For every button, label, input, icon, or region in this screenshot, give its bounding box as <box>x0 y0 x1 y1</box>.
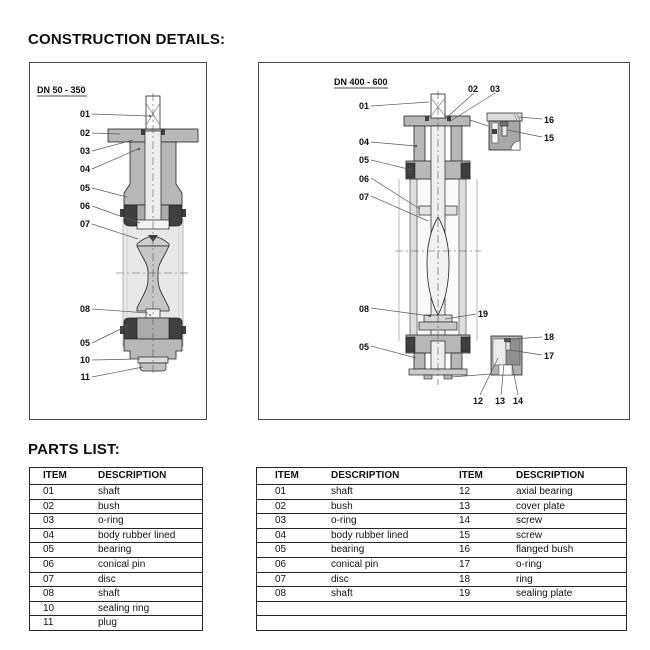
description-cell: cover plate <box>516 500 565 512</box>
description-cell: sealing plate <box>516 588 573 600</box>
description-cell: shaft <box>331 588 353 600</box>
callout-04: 04 <box>79 164 90 174</box>
callout-04: 04 <box>358 137 369 147</box>
item-cell: 15 <box>459 529 471 541</box>
description-cell: axial bearing <box>516 486 573 497</box>
description-cell: shaft <box>98 588 120 600</box>
table-row <box>30 573 202 588</box>
screw-body <box>506 342 510 350</box>
table-row <box>257 485 626 500</box>
description-cell: bush <box>98 500 120 512</box>
item-cell: 11 <box>43 617 54 629</box>
description-cell: disc <box>98 573 116 585</box>
table-row <box>30 602 202 617</box>
description-cell: body rubber lined <box>331 529 409 541</box>
item-cell: 04 <box>275 529 287 541</box>
callout-06: 06 <box>358 174 369 184</box>
detail-reference-line-top <box>470 120 488 126</box>
description-header: DESCRIPTION <box>516 470 585 481</box>
inset-bore <box>493 339 506 365</box>
table-header-row <box>30 468 202 485</box>
callout-14: 14 <box>512 396 524 406</box>
leader-line-16 <box>519 117 542 119</box>
callout-03: 03 <box>79 146 90 156</box>
screw-body <box>502 126 507 136</box>
lower-bearing-block <box>461 337 470 352</box>
table-row <box>30 587 202 602</box>
table-row <box>30 543 202 558</box>
item-cell: 18 <box>459 573 471 585</box>
item-cell <box>257 602 313 616</box>
leader-dot <box>149 115 151 117</box>
item-cell: 02 <box>275 500 287 512</box>
callout-05: 05 <box>358 155 369 165</box>
table-row <box>30 485 202 500</box>
item-cell: 01 <box>43 486 55 497</box>
bearing-ear <box>120 326 124 334</box>
parts-table-right <box>256 467 627 631</box>
upper-bearing-block <box>461 163 470 178</box>
description-cell: bush <box>331 500 353 512</box>
leader-line-05 <box>92 188 127 197</box>
screw-head <box>500 122 508 126</box>
bottom-foot <box>424 375 432 379</box>
description-cell: screw <box>516 529 543 541</box>
table-row <box>257 529 626 544</box>
callout-05b: 05 <box>358 342 369 352</box>
table-row <box>257 543 626 558</box>
description-cell: bearing <box>331 544 365 556</box>
callout-16: 16 <box>544 115 555 125</box>
neck-column-left <box>414 126 425 163</box>
construction-details-title: CONSTRUCTION DETAILS: <box>28 31 226 48</box>
description-cell: o-ring <box>516 558 542 570</box>
table-row-empty <box>257 602 626 617</box>
table-row <box>257 573 626 588</box>
item-cell: 17 <box>459 558 471 570</box>
item-cell: 06 <box>275 558 287 570</box>
leader-line-11 <box>92 367 143 377</box>
description-cell: shaft <box>98 486 120 497</box>
valve-drawing-dn400-600 <box>259 63 627 417</box>
description-cell: shaft <box>331 486 353 497</box>
table-row <box>257 500 626 515</box>
item-cell: 12 <box>459 486 471 497</box>
item-cell: 03 <box>275 515 287 527</box>
diagram-panel-dn50-350 <box>29 62 207 420</box>
callout-05: 05 <box>79 183 90 193</box>
callout-12: 12 <box>472 396 484 406</box>
description-cell: sealing ring <box>98 602 150 614</box>
item-header: ITEM <box>43 470 67 481</box>
item-cell: 07 <box>275 573 287 585</box>
item-header: ITEM <box>459 470 483 481</box>
callout-13: 13 <box>494 396 506 406</box>
item-cell: 08 <box>43 588 55 600</box>
bottom-neck-left <box>414 353 425 369</box>
item-cell: 19 <box>459 588 471 600</box>
description-header: DESCRIPTION <box>98 470 167 481</box>
leader-dot <box>138 148 140 150</box>
table-row-empty <box>257 616 626 630</box>
table-row <box>30 500 202 515</box>
table-row <box>30 558 202 573</box>
lower-bearing-block <box>406 337 415 352</box>
item-cell: 01 <box>275 486 287 497</box>
callout-08: 08 <box>79 304 90 314</box>
diagram-panel-dn400-600 <box>258 62 630 420</box>
item-header: ITEM <box>275 470 299 481</box>
description-cell <box>498 616 626 630</box>
item-cell: 07 <box>43 573 55 585</box>
leader-dot <box>429 315 431 317</box>
bearing-ear <box>182 326 186 334</box>
leader-line-10 <box>92 359 140 360</box>
leader-line-12 <box>480 358 498 395</box>
callout-07: 07 <box>358 192 369 202</box>
item-cell: 05 <box>275 544 287 556</box>
description-cell: screw <box>516 515 543 527</box>
callout-11: 11 <box>80 372 90 382</box>
item-cell: 02 <box>43 500 55 512</box>
bottom-detail-inset <box>491 336 522 375</box>
dn-range-label: DN 400 - 600 <box>334 77 388 87</box>
screw-head <box>504 338 511 342</box>
callout-07: 07 <box>79 219 90 229</box>
parts-list-title: PARTS LIST: <box>28 441 120 458</box>
item-cell <box>441 602 498 616</box>
description-cell: conical pin <box>98 558 146 570</box>
description-cell: ring <box>516 573 533 585</box>
o-ring-section <box>161 129 165 135</box>
leader-line-04 <box>371 142 416 146</box>
upper-bearing-block <box>406 163 415 178</box>
description-cell <box>498 602 626 616</box>
callout-19: 19 <box>478 309 489 319</box>
item-cell: 14 <box>459 515 471 527</box>
callout-01: 01 <box>358 101 369 111</box>
item-cell <box>257 616 313 630</box>
description-cell: conical pin <box>331 558 379 570</box>
neck-column-right <box>451 126 462 163</box>
o-ring-section <box>492 129 497 134</box>
callout-18: 18 <box>544 332 555 342</box>
description-cell: disc <box>331 573 349 585</box>
item-cell: 03 <box>43 515 55 527</box>
description-cell <box>313 602 441 616</box>
table-row <box>30 514 202 529</box>
description-header: DESCRIPTION <box>331 470 400 481</box>
dn-range-label: DN 50 - 350 <box>37 85 86 95</box>
table-row <box>257 514 626 529</box>
callout-01: 01 <box>79 109 90 119</box>
callout-02: 02 <box>79 128 90 138</box>
description-cell: o-ring <box>331 515 357 527</box>
bearing-ear <box>182 209 186 217</box>
table-row <box>30 616 202 630</box>
leader-line-05b <box>92 326 127 343</box>
table-row <box>257 587 626 602</box>
table-header-row <box>257 468 626 485</box>
callout-10: 10 <box>79 355 90 365</box>
callout-17: 17 <box>544 351 555 361</box>
item-cell: 16 <box>459 544 471 556</box>
description-cell: bearing <box>98 544 132 556</box>
parts-table-left <box>29 467 203 631</box>
callout-02: 02 <box>467 84 479 94</box>
leader-line-01 <box>371 102 429 106</box>
callout-03: 03 <box>489 84 501 94</box>
description-cell <box>313 616 441 630</box>
bottom-foot <box>444 375 452 379</box>
description-cell: flanged bush <box>516 544 574 556</box>
item-cell: 08 <box>275 588 287 600</box>
item-cell: 04 <box>43 529 55 541</box>
description-cell: plug <box>98 617 117 629</box>
callout-05b: 05 <box>79 338 90 348</box>
item-cell: 05 <box>43 544 55 556</box>
item-cell: 13 <box>459 500 471 512</box>
callout-08: 08 <box>358 304 369 314</box>
valve-drawing-dn50-350 <box>30 63 204 417</box>
leader-dot <box>149 314 151 316</box>
description-cell: o-ring <box>98 515 124 527</box>
table-row <box>257 558 626 573</box>
callout-06: 06 <box>79 201 90 211</box>
description-cell: body rubber lined <box>98 529 176 541</box>
item-cell: 06 <box>43 558 55 570</box>
bottom-neck-right <box>451 353 462 369</box>
item-cell: 10 <box>43 602 55 614</box>
leader-dot <box>415 145 417 147</box>
item-cell <box>441 616 498 630</box>
cover-plate-notch <box>499 365 512 375</box>
leader-line-01 <box>92 114 149 116</box>
callout-15: 15 <box>544 133 555 143</box>
bush-section <box>425 116 429 121</box>
bush-section <box>141 129 145 135</box>
table-row <box>30 529 202 544</box>
